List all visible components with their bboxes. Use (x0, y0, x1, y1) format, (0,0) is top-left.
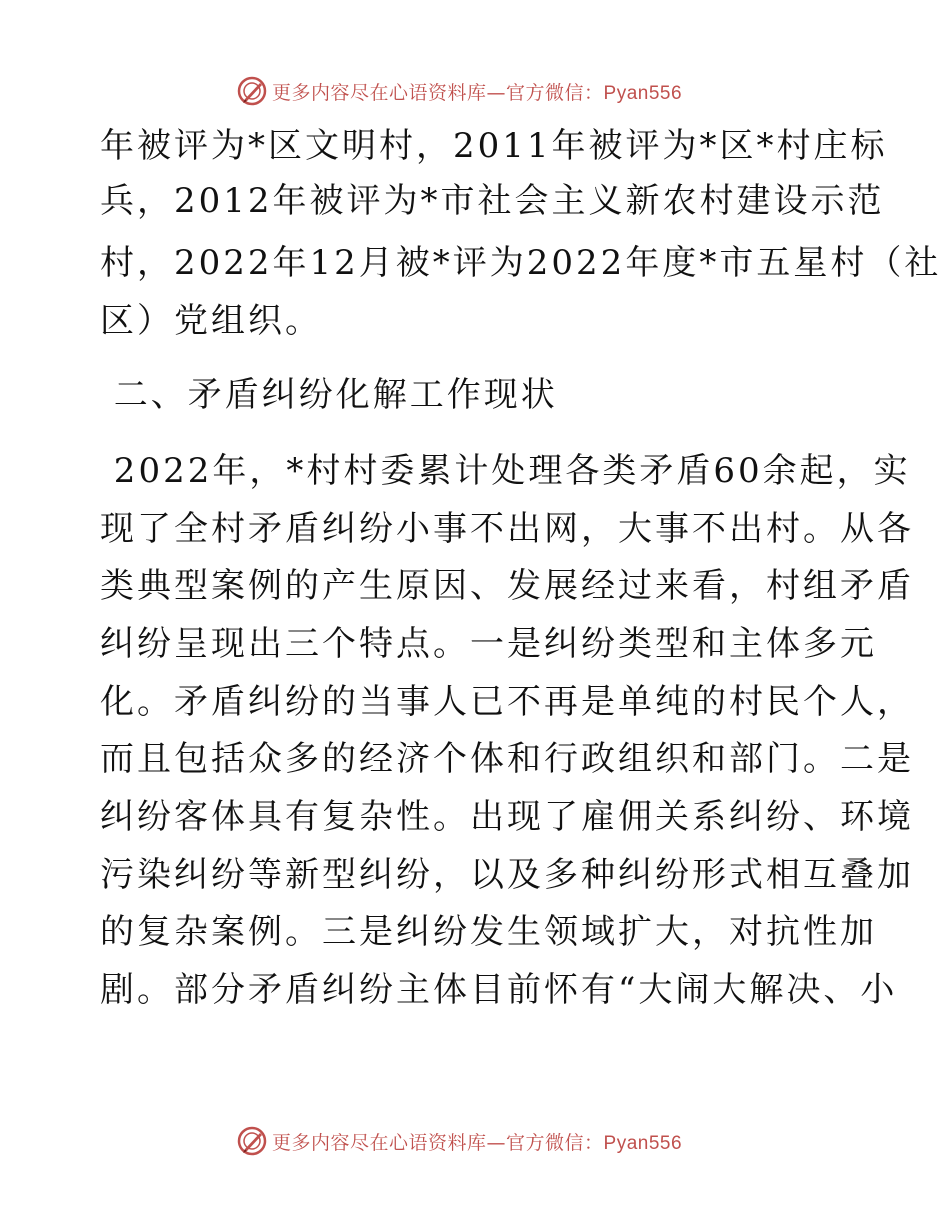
body-line: 剧。部分矛盾纠纷主体目前怀有“大闹大解决、小 (100, 970, 898, 1010)
body-line: 化。矛盾纠纷的当事人已不再是单纯的村民个人， (100, 682, 914, 722)
watermark-wechat-id: Pyan556 (603, 82, 683, 104)
pen-logo-icon (236, 1125, 268, 1157)
body-line: 的复杂案例。三是纠纷发生领域扩大，对抗性加 (100, 912, 877, 952)
body-line: 现了全村矛盾纠纷小事不出网，大事不出村。从各 (100, 509, 914, 549)
body-line: 区）党组织。 (100, 301, 322, 341)
body-line: 纠纷客体具有复杂性。出现了雇佣关系纠纷、环境 (100, 797, 914, 837)
watermark-text: 更多内容尽在心语资料库—官方微信： (272, 1131, 604, 1154)
body-line: 2022年，*村村委累计处理各类矛盾60余起，实 (100, 451, 911, 491)
watermark-text: 更多内容尽在心语资料库—官方微信： (272, 81, 604, 104)
footer-watermark (236, 1124, 682, 1158)
body-line: 而且包括众多的经济个体和行政组织和部门。二是 (100, 739, 914, 779)
body-line: 纠纷呈现出三个特点。一是纠纷类型和主体多元 (100, 624, 877, 664)
body-line: 兵，2012年被评为*市社会主义新农村建设示范 (100, 181, 885, 221)
body-line: 类典型案例的产生原因、发展经过来看，村组矛盾 (100, 566, 914, 606)
section-heading: 二、矛盾纠纷化解工作现状 (100, 375, 558, 415)
body-line: 污染纠纷等新型纠纷，以及多种纠纷形式相互叠加 (100, 855, 914, 895)
watermark-wechat-id: Pyan556 (603, 1132, 683, 1154)
body-line: 村，2022年12月被*评为2022年度*市五星村（社 (100, 243, 942, 283)
body-line: 年被评为*区文明村，2011年被评为*区*村庄标 (100, 126, 888, 166)
header-watermark (236, 74, 682, 108)
pen-logo-icon (236, 75, 268, 107)
